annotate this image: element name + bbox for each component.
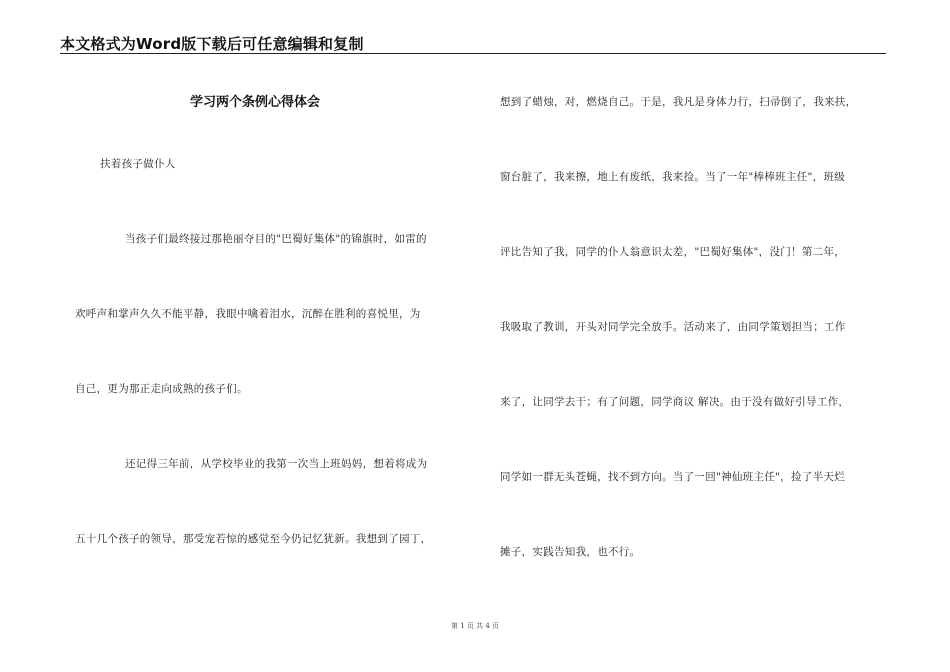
document-title: 学习两个条例心得体会 bbox=[190, 95, 321, 110]
text-line: 想到了蜡烛，对，燃烧自己。于是，我凡是身体力行，扫帚倒了，我来扶， bbox=[500, 96, 857, 108]
text-line: 窗台脏了，我来擦，地上有废纸，我来捡。当了一年"棒棒班主任"，班级 bbox=[500, 171, 846, 183]
text-line: 五十几个孩子的领导，那受宠若惊的感觉至今仍记忆犹新。我想到了园丁， bbox=[75, 533, 432, 545]
page-footer: 第 1 页 共 4 页 bbox=[450, 622, 500, 630]
document-header bbox=[60, 33, 886, 54]
header-text: 本文格式为Word版下载后可任意编辑和复制 bbox=[60, 35, 364, 53]
text-line: 当孩子们最终接过那艳丽夺目的"巴蜀好集体"的锦旗时，如雷的 bbox=[125, 233, 427, 245]
text-line: 评比告知了我，同学的仆人翁意识太差，"巴蜀好集体"，没门！第二年， bbox=[500, 246, 846, 258]
text-line: 来了，让同学去干；有了问题，同学商议 解决。由于没有做好引导工作， bbox=[500, 396, 850, 408]
paragraph-heading: 扶着孩子做仆人 bbox=[100, 158, 176, 170]
text-line: 摊子，实践告知我，也不行。 bbox=[500, 546, 641, 558]
text-line: 自己，更为那正走向成熟的孩子们。 bbox=[75, 383, 248, 395]
text-line: 欢呼声和掌声久久不能平静，我眼中噙着泪水，沉醉在胜利的喜悦里，为 bbox=[75, 308, 421, 320]
text-line: 还记得三年前，从学校毕业的我第一次当上班妈妈，想着将成为 bbox=[125, 458, 428, 470]
text-line: 我吸取了教训，开头对同学完全放手。活动来了，由同学策划担当；工作 bbox=[500, 321, 846, 333]
text-line: 同学如一群无头苍蝇，找不到方向。当了一回"神仙班主任"，捡了半天烂 bbox=[500, 471, 846, 483]
